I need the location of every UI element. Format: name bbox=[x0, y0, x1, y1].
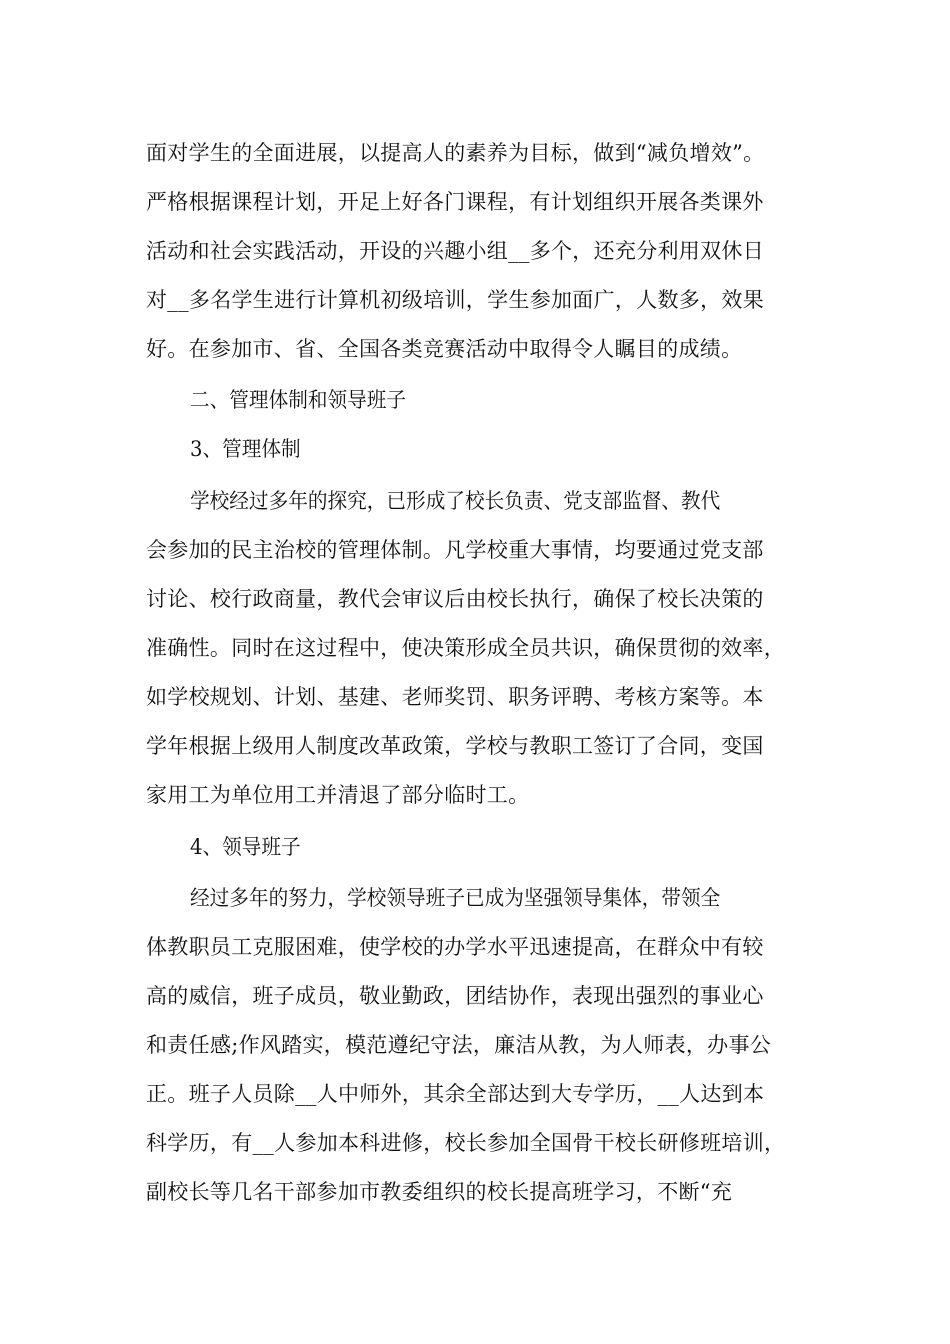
text-line: 科学历，有__人参加本科进修，校长参加全国骨干校长研修班培训， bbox=[146, 1131, 786, 1155]
text-line: 严格根据课程计划，开足上好各门课程，有计划组织开展各类课外 bbox=[146, 190, 764, 214]
subsection-heading: 4、领导班子 bbox=[190, 835, 301, 859]
text-line: 面对学生的全面进展，以提高人的素养为目标，做到“减负增效”。 bbox=[146, 141, 765, 165]
paragraph-first-line: 学校经过多年的探究，已形成了校长负责、党支部监督、教代 bbox=[190, 489, 721, 513]
text-line: 正。班子人员除__人中师外，其余全部达到大专学历，__人达到本 bbox=[146, 1082, 765, 1106]
text-line: 学年根据上级用人制度改革政策，学校与教职工签订了合同，变国 bbox=[146, 734, 764, 758]
subsection-heading: 3、管理体制 bbox=[190, 437, 301, 461]
text-line: 活动和社会实践活动，开设的兴趣小组__多个，还充分利用双休日 bbox=[146, 239, 764, 263]
text-line: 和责任感;作风踏实，模范遵纪守法，廉洁从教，为人师表，办事公 bbox=[146, 1033, 772, 1057]
section-heading: 二、管理体制和领导班子 bbox=[190, 388, 407, 412]
text-line: 讨论、校行政商量，教代会审议后由校长执行，确保了校长决策的 bbox=[146, 587, 764, 611]
text-line: 对__多名学生进行计算机初级培训，学生参加面广，人数多，效果 bbox=[146, 288, 764, 312]
text-line: 副校长等几名干部参加市教委组织的校长提高班学习，不断“充 bbox=[146, 1180, 733, 1204]
text-line: 体教职员工克服困难，使学校的办学水平迅速提高，在群众中有较 bbox=[146, 935, 764, 959]
text-line: 准确性。同时在这过程中，使决策形成全员共识，确保贯彻的效率， bbox=[146, 636, 785, 660]
text-line: 家用工为单位用工并清退了部分临时工。 bbox=[146, 783, 530, 807]
text-line: 好。在参加市、省、全国各类竞赛活动中取得令人瞩目的成绩。 bbox=[146, 337, 743, 361]
text-line: 会参加的民主治校的管理体制。凡学校重大事情，均要通过党支部 bbox=[146, 538, 764, 562]
text-line: 如学校规划、计划、基建、老师奖罚、职务评聘、考核方案等。本 bbox=[146, 685, 764, 709]
paragraph-first-line: 经过多年的努力，学校领导班子已成为坚强领导集体，带领全 bbox=[190, 886, 721, 910]
text-line: 高的威信，班子成员，敬业勤政，团结协作，表现出强烈的事业心 bbox=[146, 984, 764, 1008]
